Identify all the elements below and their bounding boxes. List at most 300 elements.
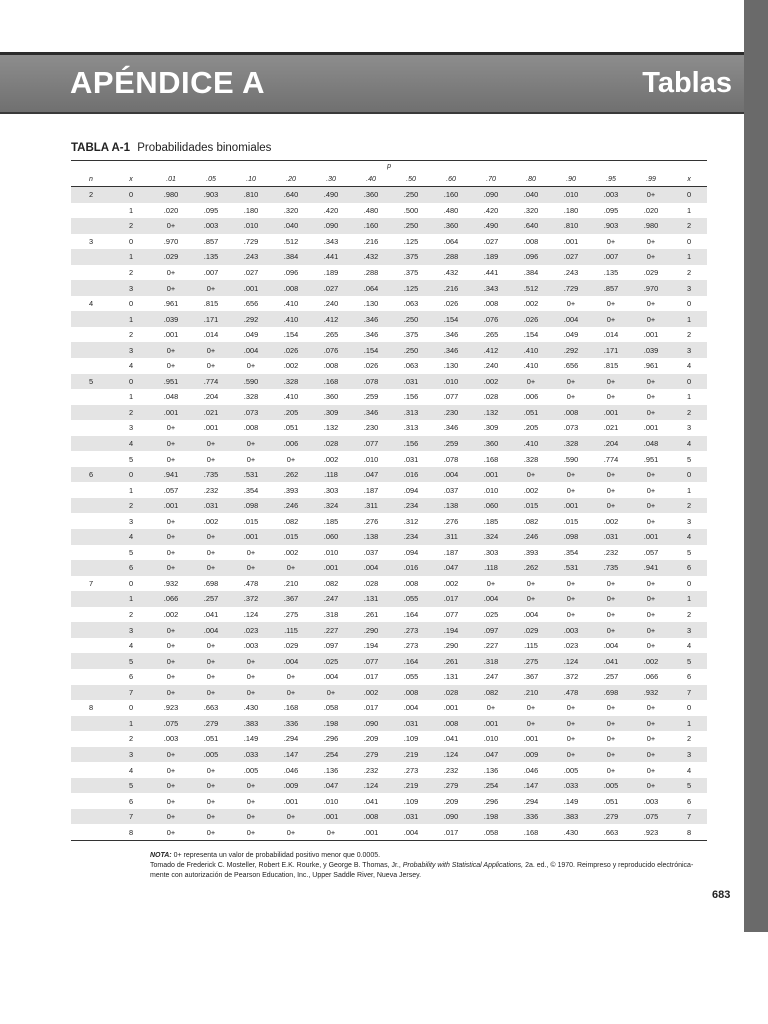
- probability-cell: .328: [243, 392, 259, 402]
- probability-cell: .185: [323, 516, 339, 526]
- probability-cell: .154: [351, 342, 391, 358]
- n-cell: [71, 731, 111, 747]
- probability-cell: .410: [511, 342, 551, 358]
- probability-cell: 0+: [206, 796, 216, 806]
- probability-cell: .951: [151, 374, 191, 390]
- chapter-header: [0, 52, 744, 114]
- x-cell: 4: [128, 361, 134, 371]
- table-row: [71, 607, 707, 623]
- probability-cell: .115: [271, 622, 311, 638]
- probability-cell: .049: [243, 330, 259, 340]
- probability-cell: .001: [631, 529, 671, 545]
- probability-cell: .132: [323, 423, 339, 433]
- table-row: [71, 327, 707, 343]
- probability-cell: 0+: [271, 685, 311, 701]
- n-cell: [71, 311, 111, 327]
- x-cell-right: 0: [687, 299, 692, 309]
- n-cell: [71, 685, 111, 701]
- probability-cell: 0+: [606, 236, 616, 246]
- probability-cell: .007: [203, 268, 219, 277]
- probability-cell: .020: [163, 205, 179, 215]
- probability-cell: .168: [311, 374, 351, 390]
- probability-cell: .097: [471, 622, 511, 638]
- probability-cell: .185: [483, 516, 499, 526]
- probability-cell: .923: [163, 703, 179, 713]
- probability-cell: .810: [551, 218, 591, 234]
- x-cell: 3: [128, 516, 134, 526]
- probability-cell: .250: [391, 311, 431, 327]
- probability-cell: .090: [471, 187, 511, 203]
- probability-cell: .063: [403, 361, 419, 371]
- probability-cell: 0+: [246, 361, 256, 371]
- probability-cell: 0+: [206, 765, 216, 775]
- probability-cell: .288: [431, 249, 471, 265]
- x-cell-right: 1: [687, 485, 692, 495]
- probability-cell: 0+: [646, 485, 656, 495]
- probability-cell: .004: [523, 610, 539, 620]
- probability-cell: .031: [391, 374, 431, 390]
- table-row: [71, 638, 707, 654]
- probability-cell: 0+: [191, 653, 231, 669]
- probability-cell: 0+: [526, 578, 536, 588]
- probability-cell: .209: [443, 796, 459, 806]
- probability-cell: .210: [283, 578, 299, 588]
- probability-cell: .078: [351, 374, 391, 390]
- probability-cell: .075: [631, 809, 671, 825]
- table-row: [71, 342, 707, 358]
- probability-cell: .247: [483, 672, 499, 682]
- probability-cell: .047: [351, 467, 391, 483]
- x-cell: 2: [111, 405, 151, 421]
- x-cell-right: 2: [671, 405, 707, 421]
- x-cell: 6: [111, 560, 151, 576]
- probability-cell: .090: [311, 218, 351, 234]
- x-cell: 4: [111, 436, 151, 452]
- probability-cell: .480: [363, 205, 379, 215]
- probability-cell: .057: [643, 547, 659, 557]
- probability-cell: .004: [391, 824, 431, 840]
- x-cell-right: 6: [687, 672, 692, 682]
- probability-cell: .124: [351, 778, 391, 794]
- probability-cell: .090: [431, 809, 471, 825]
- probability-cell: .336: [511, 809, 551, 825]
- probability-cell: .512: [283, 236, 299, 246]
- n-cell: [71, 420, 111, 436]
- probability-cell: .004: [231, 342, 271, 358]
- probability-cell: .002: [283, 361, 299, 371]
- probability-cell: .004: [431, 467, 471, 483]
- probability-cell: .168: [283, 703, 299, 713]
- probability-cell: 0+: [591, 374, 631, 390]
- probability-cell: .001: [351, 824, 391, 840]
- probability-cell: .441: [311, 249, 351, 265]
- probability-cell: .124: [551, 653, 591, 669]
- probability-cell: 0+: [511, 716, 551, 732]
- probability-cell: 0+: [151, 747, 191, 763]
- probability-cell: .040: [271, 218, 311, 234]
- column-header: .70: [471, 172, 511, 187]
- probability-cell: .002: [443, 578, 459, 588]
- n-cell: [71, 498, 111, 514]
- probability-cell: .077: [443, 392, 459, 402]
- probability-cell: 0+: [591, 716, 631, 732]
- probability-cell: .001: [231, 529, 271, 545]
- table-row: [71, 747, 707, 763]
- probability-cell: .031: [591, 529, 631, 545]
- probability-cell: .118: [471, 560, 511, 576]
- probability-cell: .367: [523, 672, 539, 682]
- probability-cell: .033: [551, 778, 591, 794]
- table-row: [71, 482, 707, 498]
- probability-cell: .132: [471, 405, 511, 421]
- probability-cell: 0+: [151, 280, 191, 296]
- table-row: [71, 467, 707, 483]
- probability-cell: .002: [163, 610, 179, 620]
- probability-cell: .026: [511, 311, 551, 327]
- x-cell-right: 1: [671, 249, 707, 265]
- probability-cell: .002: [631, 653, 671, 669]
- x-cell-right: 6: [671, 560, 707, 576]
- probability-cell: .001: [563, 236, 579, 246]
- table-row: [71, 700, 707, 716]
- probability-cell: .075: [151, 716, 191, 732]
- probability-cell: .076: [471, 311, 511, 327]
- probability-cell: .257: [191, 591, 231, 607]
- probability-cell: .023: [231, 622, 271, 638]
- table-row: [71, 234, 707, 250]
- probability-cell: .027: [311, 280, 351, 296]
- x-cell: 0: [128, 299, 134, 309]
- n-cell: [71, 342, 111, 358]
- probability-cell: .008: [483, 299, 499, 309]
- x-cell-right: 0: [671, 467, 707, 483]
- probability-cell: .279: [351, 747, 391, 763]
- probability-cell: .384: [523, 268, 539, 277]
- probability-cell: .372: [231, 591, 271, 607]
- probability-cell: .410: [511, 436, 551, 452]
- n-cell: [71, 560, 111, 576]
- x-cell-right: 4: [687, 765, 692, 775]
- table-row: [71, 731, 707, 747]
- probability-cell: .014: [603, 330, 619, 340]
- n-cell: [71, 482, 111, 498]
- probability-cell: 0+: [511, 374, 551, 390]
- n-cell: [71, 545, 111, 561]
- table-row: [71, 296, 707, 312]
- probability-cell: .205: [523, 423, 539, 433]
- probability-cell: .656: [563, 361, 579, 371]
- probability-cell: .210: [511, 685, 551, 701]
- probability-cell: 0+: [166, 268, 176, 277]
- probability-cell: 0+: [511, 591, 551, 607]
- probability-cell: .941: [631, 560, 671, 576]
- probability-cell: .375: [403, 330, 419, 340]
- column-header: n: [71, 172, 111, 187]
- probability-cell: .063: [403, 299, 419, 309]
- probability-cell: .216: [431, 280, 471, 296]
- probability-cell: .420: [323, 205, 339, 215]
- probability-cell: .324: [471, 529, 511, 545]
- probability-cell: .303: [483, 547, 499, 557]
- n-cell: [71, 218, 111, 234]
- probability-cell: .130: [363, 299, 379, 309]
- probability-cell: .230: [363, 423, 379, 433]
- probability-cell: .980: [151, 187, 191, 203]
- x-cell: 3: [111, 342, 151, 358]
- probability-cell: .002: [603, 516, 619, 526]
- p-axis-label: p: [387, 163, 392, 170]
- probability-cell: .168: [511, 824, 551, 840]
- probability-cell: .039: [631, 342, 671, 358]
- probability-cell: .002: [351, 685, 391, 701]
- probability-cell: .432: [351, 249, 391, 265]
- probability-cell: 0+: [631, 249, 671, 265]
- probability-cell: 0+: [631, 467, 671, 483]
- probability-cell: 0+: [151, 218, 191, 234]
- probability-cell: .204: [591, 436, 631, 452]
- probability-cell: .970: [631, 280, 671, 296]
- probability-cell: .124: [243, 610, 259, 620]
- probability-cell: .164: [391, 653, 431, 669]
- page-number: 683: [712, 889, 731, 901]
- x-cell: 1: [111, 249, 151, 265]
- probability-cell: .004: [471, 591, 511, 607]
- probability-cell: .290: [351, 622, 391, 638]
- probability-cell: .164: [403, 610, 419, 620]
- probability-cell: .048: [163, 392, 179, 402]
- x-cell-right: 0: [671, 374, 707, 390]
- probability-cell: .047: [471, 747, 511, 763]
- probability-cell: 0+: [551, 467, 591, 483]
- probability-cell: .531: [551, 560, 591, 576]
- probability-cell: .171: [191, 311, 231, 327]
- probability-cell: .147: [511, 778, 551, 794]
- probability-cell: .354: [563, 547, 579, 557]
- probability-cell: .259: [363, 392, 379, 402]
- probability-cell: .001: [443, 703, 459, 713]
- probability-cell: .058: [471, 824, 511, 840]
- column-header: .60: [431, 172, 471, 187]
- probability-cell: .273: [391, 622, 431, 638]
- probability-cell: .320: [523, 205, 539, 215]
- probability-cell: .296: [323, 734, 339, 744]
- probability-cell: .189: [471, 249, 511, 265]
- probability-cell: .279: [191, 716, 231, 732]
- probability-cell: .410: [283, 392, 299, 402]
- probability-cell: .187: [443, 547, 459, 557]
- probability-cell: 0+: [646, 392, 656, 402]
- probability-cell: .346: [431, 342, 471, 358]
- probability-cell: 0+: [206, 547, 216, 557]
- probability-cell: .006: [271, 436, 311, 452]
- probability-cell: .098: [551, 529, 591, 545]
- probability-cell: .005: [563, 765, 579, 775]
- probability-cell: .001: [203, 423, 219, 433]
- probability-cell: .001: [471, 467, 511, 483]
- probability-cell: 0+: [151, 342, 191, 358]
- probability-cell: .292: [551, 342, 591, 358]
- probability-cell: .656: [243, 299, 259, 309]
- probability-cell: .171: [591, 342, 631, 358]
- probability-cell: .125: [403, 236, 419, 246]
- probability-cell: .410: [283, 299, 299, 309]
- probability-cell: .021: [603, 423, 619, 433]
- probability-cell: .480: [443, 205, 459, 215]
- x-cell: 5: [128, 547, 134, 557]
- table-row: [71, 778, 707, 794]
- x-cell: 5: [128, 454, 134, 464]
- probability-cell: .254: [471, 778, 511, 794]
- probability-cell: 0+: [206, 672, 216, 682]
- probability-cell: .346: [351, 311, 391, 327]
- probability-cell: .194: [363, 641, 379, 651]
- x-cell-right: 2: [687, 734, 692, 744]
- probability-cell: .290: [443, 641, 459, 651]
- probability-cell: .002: [523, 485, 539, 495]
- chapter-subtitle: Tablas: [642, 67, 732, 99]
- probability-cell: .259: [431, 436, 471, 452]
- probability-cell: 0+: [311, 685, 351, 701]
- probability-cell: .294: [523, 796, 539, 806]
- n-cell: [71, 265, 111, 281]
- probability-cell: .262: [511, 560, 551, 576]
- x-cell: 0: [128, 703, 134, 713]
- probability-cell: .017: [431, 824, 471, 840]
- probability-cell: 0+: [311, 824, 351, 840]
- probability-cell: .027: [243, 268, 259, 277]
- probability-cell: .360: [431, 218, 471, 234]
- x-cell-right: 5: [687, 454, 692, 464]
- probability-cell: .027: [551, 249, 591, 265]
- probability-cell: .004: [551, 311, 591, 327]
- probability-cell: .001: [311, 809, 351, 825]
- probability-cell: .961: [163, 299, 179, 309]
- x-cell-right: 3: [687, 423, 692, 433]
- probability-cell: .372: [563, 672, 579, 682]
- probability-cell: 0+: [486, 703, 496, 713]
- probability-cell: .243: [563, 268, 579, 277]
- probability-cell: 0+: [631, 591, 671, 607]
- x-cell-right: 4: [687, 641, 692, 651]
- n-cell: [71, 793, 111, 809]
- n-cell: [71, 389, 111, 405]
- probability-cell: 0+: [231, 685, 271, 701]
- probability-cell: 0+: [631, 622, 671, 638]
- column-header: .50: [391, 172, 431, 187]
- probability-cell: 0+: [231, 778, 271, 794]
- x-cell: 5: [111, 653, 151, 669]
- probability-cell: 0+: [191, 809, 231, 825]
- x-cell: 0: [128, 236, 134, 246]
- table-row: [71, 405, 707, 421]
- probability-cell: 0+: [246, 796, 256, 806]
- probability-cell: .057: [163, 485, 179, 495]
- probability-cell: .016: [391, 560, 431, 576]
- probability-cell: .360: [471, 436, 511, 452]
- probability-cell: .288: [363, 268, 379, 277]
- probability-cell: .008: [323, 361, 339, 371]
- probability-cell: .094: [403, 485, 419, 495]
- n-cell: [71, 622, 111, 638]
- n-cell: [71, 762, 111, 778]
- probability-cell: .003: [191, 218, 231, 234]
- probability-cell: .232: [203, 485, 219, 495]
- probability-cell: .009: [271, 778, 311, 794]
- probability-cell: 0+: [566, 299, 576, 309]
- probability-cell: .046: [283, 765, 299, 775]
- probability-cell: .160: [431, 187, 471, 203]
- x-cell-right: 1: [671, 591, 707, 607]
- probability-cell: 0+: [151, 824, 191, 840]
- probability-cell: .008: [523, 236, 539, 246]
- probability-cell: .311: [431, 529, 471, 545]
- n-cell: 5: [71, 374, 111, 390]
- probability-cell: .735: [191, 467, 231, 483]
- probability-cell: .055: [403, 672, 419, 682]
- probability-cell: 0+: [631, 405, 671, 421]
- x-cell-right: 6: [687, 796, 692, 806]
- probability-cell: 0+: [566, 485, 576, 495]
- probability-cell: .064: [443, 236, 459, 246]
- n-cell: [71, 358, 111, 374]
- x-cell: 6: [128, 796, 134, 806]
- x-cell-right: 0: [671, 187, 707, 203]
- x-cell-right: 2: [687, 330, 692, 340]
- probability-cell: 0+: [231, 653, 271, 669]
- probability-cell: .432: [443, 268, 459, 277]
- probability-cell: 0+: [551, 591, 591, 607]
- n-cell: [71, 203, 111, 219]
- probability-cell: .154: [523, 330, 539, 340]
- probability-cell: .010: [431, 374, 471, 390]
- probability-cell: 0+: [591, 747, 631, 763]
- n-cell: [71, 513, 111, 529]
- x-cell-right: 3: [671, 622, 707, 638]
- probability-cell: 0+: [166, 796, 176, 806]
- probability-cell: .060: [471, 498, 511, 514]
- probability-cell: .735: [591, 560, 631, 576]
- probability-cell: .311: [351, 498, 391, 514]
- x-cell: 2: [111, 498, 151, 514]
- probability-cell: 0+: [151, 436, 191, 452]
- table-title: [71, 142, 271, 154]
- probability-cell: 0+: [606, 578, 616, 588]
- probability-cell: .004: [351, 560, 391, 576]
- column-header: .90: [551, 172, 591, 187]
- probability-cell: .001: [471, 716, 511, 732]
- probability-cell: .001: [311, 560, 351, 576]
- probability-cell: .250: [391, 342, 431, 358]
- probability-cell: 0+: [606, 610, 616, 620]
- probability-cell: .346: [351, 405, 391, 421]
- probability-cell: .204: [203, 392, 219, 402]
- probability-cell: .240: [323, 299, 339, 309]
- probability-cell: 0+: [151, 653, 191, 669]
- probability-cell: .003: [643, 796, 659, 806]
- probability-cell: .412: [311, 311, 351, 327]
- probability-cell: 0+: [246, 547, 256, 557]
- probability-cell: .970: [163, 236, 179, 246]
- probability-cell: .135: [191, 249, 231, 265]
- probability-cell: .015: [271, 529, 311, 545]
- probability-cell: .109: [403, 796, 419, 806]
- n-cell: [71, 436, 111, 452]
- column-header: .20: [271, 172, 311, 187]
- probability-cell: 0+: [646, 578, 656, 588]
- column-header: .80: [511, 172, 551, 187]
- probability-cell: .154: [431, 311, 471, 327]
- x-cell: 0: [128, 578, 134, 588]
